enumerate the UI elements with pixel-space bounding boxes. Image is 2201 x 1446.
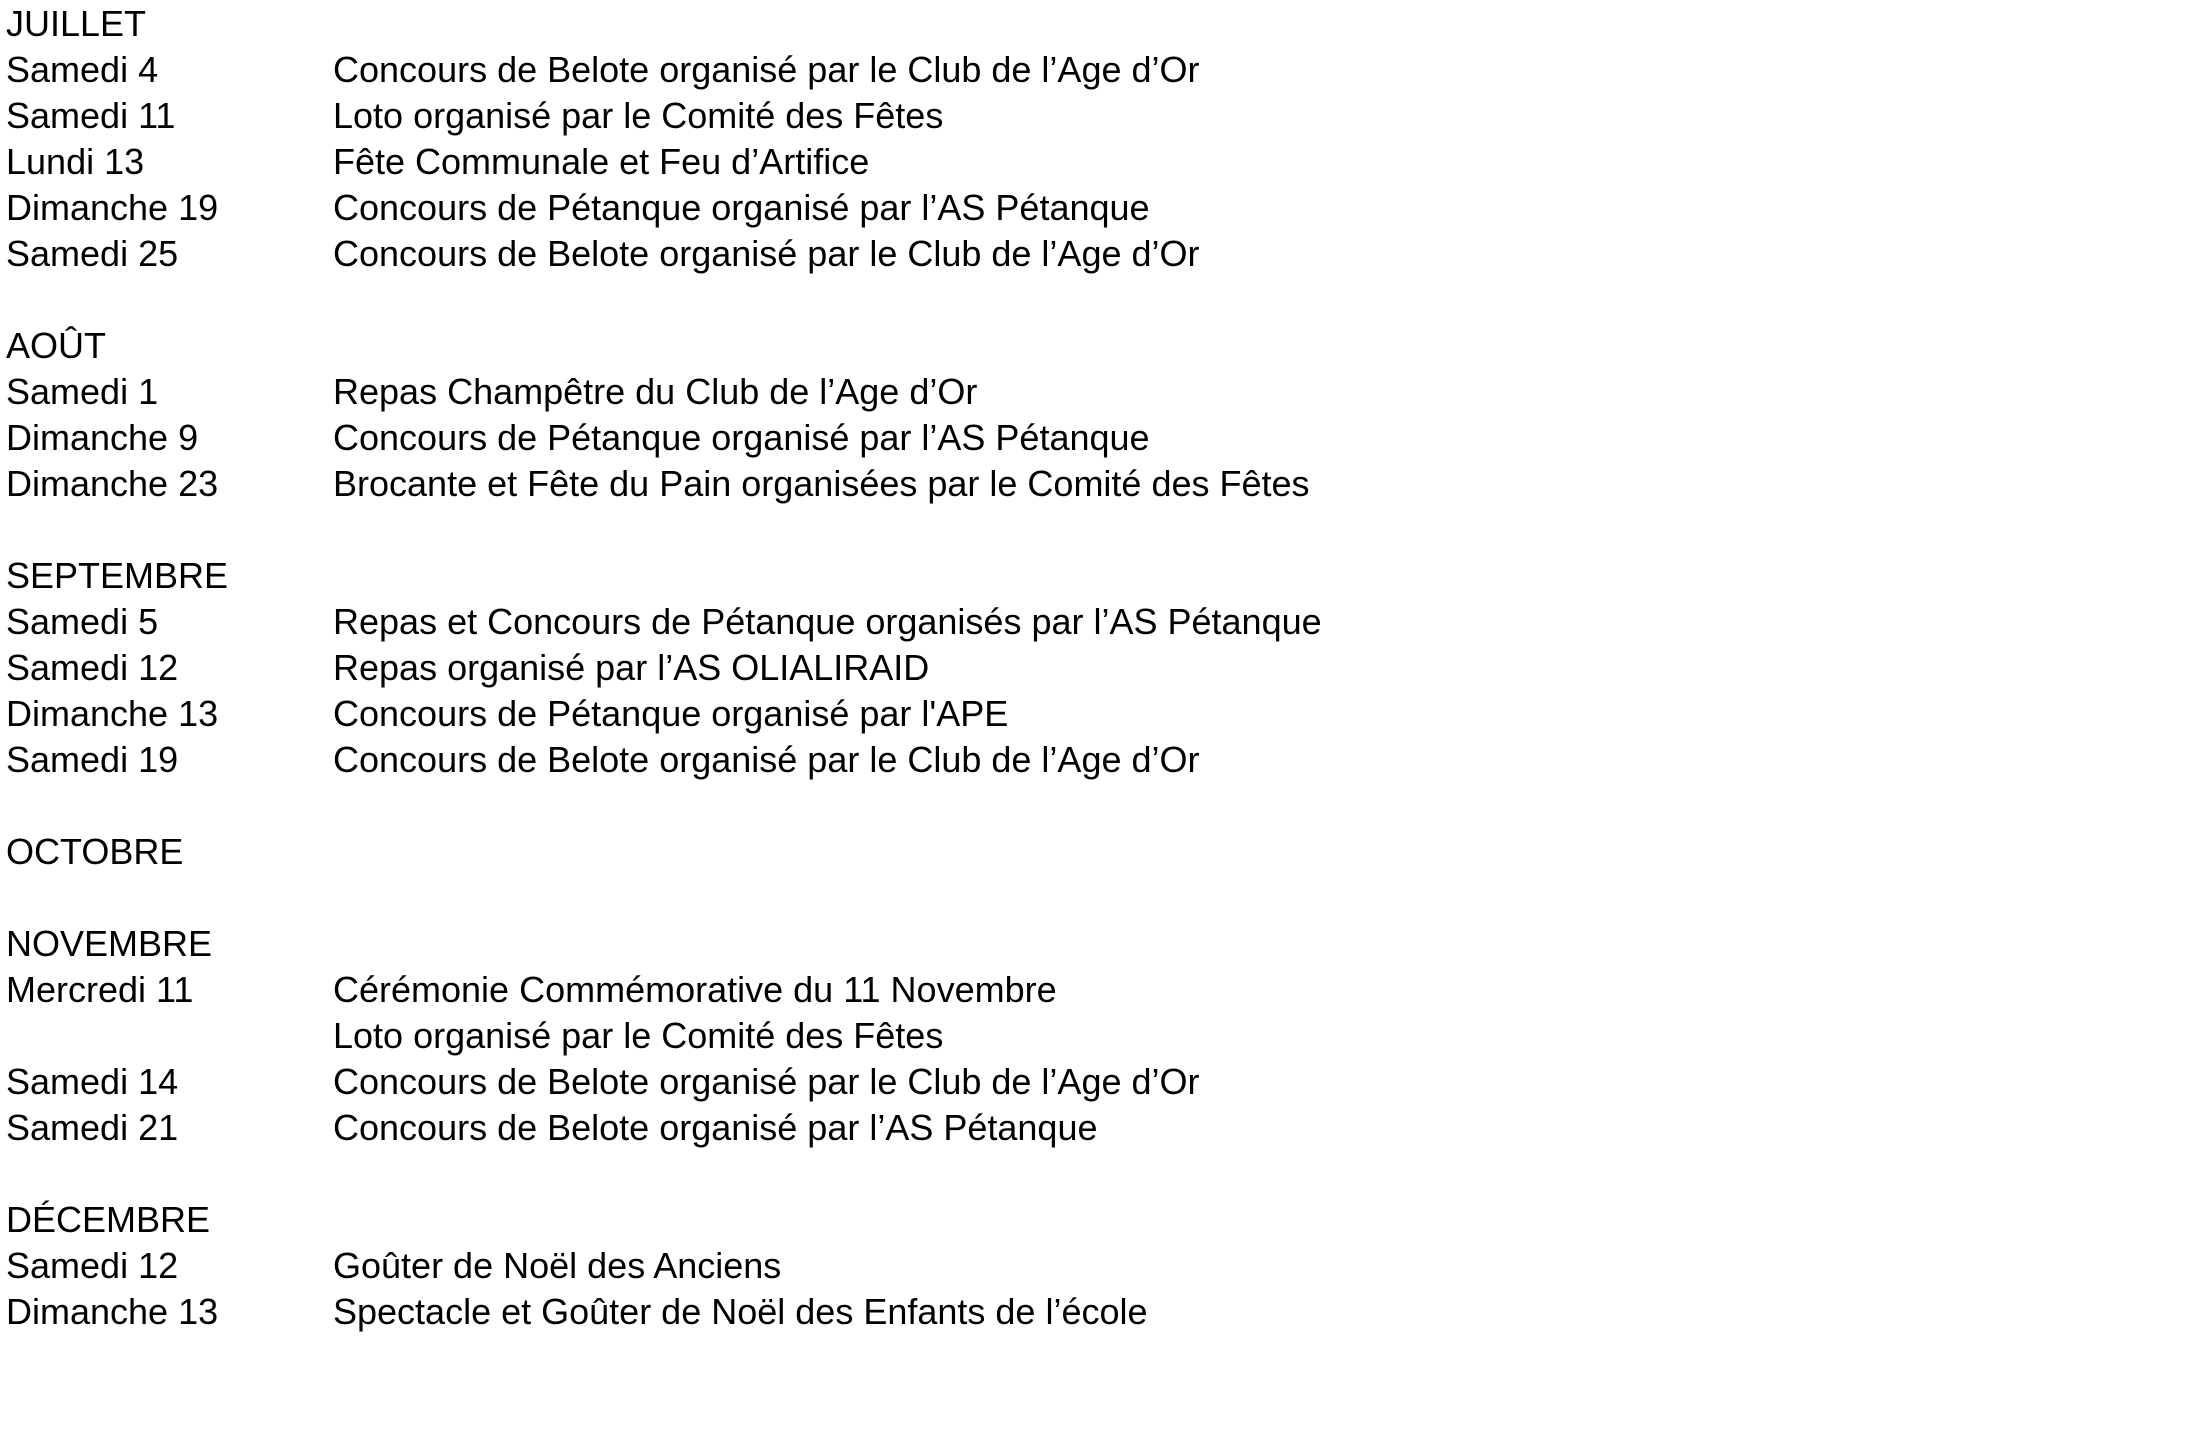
event-description: Repas Champêtre du Club de l’Age d’Or [333, 371, 978, 412]
event-description: Loto organisé par le Comité des Fêtes [333, 1015, 944, 1056]
event-row [0, 461, 2201, 507]
month-section-decembre [0, 1197, 2201, 1335]
event-row [0, 47, 2201, 93]
event-row [0, 691, 2201, 737]
event-description: Concours de Belote organisé par le Club de l’Age d’Or [333, 1061, 1200, 1102]
event-description: Concours de Pétanque organisé par l’AS Pétanque [333, 417, 1150, 458]
month-heading: JUILLET [6, 3, 147, 44]
event-description: Repas et Concours de Pétanque organisés par l’AS Pétanque [333, 601, 1322, 642]
event-description: Repas organisé par l’AS OLIALIRAID [333, 647, 930, 688]
events-calendar [0, 1, 2201, 1335]
event-row [0, 93, 2201, 139]
event-row [0, 369, 2201, 415]
event-row [0, 599, 2201, 645]
event-day: Samedi 19 [6, 739, 179, 780]
month-section-septembre [0, 553, 2201, 783]
event-day: Samedi 1 [6, 371, 159, 412]
event-description: Concours de Belote organisé par le Club de l’Age d’Or [333, 49, 1200, 90]
event-row [0, 1013, 2201, 1059]
event-day: Samedi 4 [6, 49, 159, 90]
event-day: Samedi 5 [6, 601, 159, 642]
event-description: Fête Communale et Feu d’Artifice [333, 141, 870, 182]
month-heading-row [0, 553, 2201, 599]
event-day: Samedi 12 [6, 647, 179, 688]
event-row [0, 231, 2201, 277]
event-row [0, 1243, 2201, 1289]
event-row [0, 967, 2201, 1013]
month-section-novembre [0, 921, 2201, 1151]
month-heading: OCTOBRE [6, 831, 184, 872]
month-section-octobre [0, 829, 2201, 875]
event-day: Samedi 11 [6, 95, 176, 136]
month-heading-row [0, 323, 2201, 369]
month-heading: NOVEMBRE [6, 923, 213, 964]
event-row [0, 645, 2201, 691]
event-row [0, 1059, 2201, 1105]
event-description: Spectacle et Goûter de Noël des Enfants de l’école [333, 1291, 1148, 1332]
month-heading: DÉCEMBRE [6, 1199, 211, 1240]
event-day: Lundi 13 [6, 141, 145, 182]
event-day: Samedi 14 [6, 1061, 179, 1102]
event-row [0, 1105, 2201, 1151]
event-row [0, 185, 2201, 231]
event-description: Concours de Belote organisé par le Club de l’Age d’Or [333, 233, 1200, 274]
event-day: Dimanche 13 [6, 693, 219, 734]
month-heading-row [0, 829, 2201, 875]
month-heading-row [0, 1, 2201, 47]
event-day: Dimanche 9 [6, 417, 199, 458]
event-day: Dimanche 23 [6, 463, 219, 504]
month-heading-row [0, 1197, 2201, 1243]
event-description: Concours de Pétanque organisé par l’AS Pétanque [333, 187, 1150, 228]
event-description: Concours de Belote organisé par le Club de l’Age d’Or [333, 739, 1200, 780]
event-row [0, 737, 2201, 783]
event-row [0, 1289, 2201, 1335]
month-section-juillet [0, 1, 2201, 277]
month-section-aout [0, 323, 2201, 507]
event-description: Loto organisé par le Comité des Fêtes [333, 95, 944, 136]
event-day: Samedi 25 [6, 233, 179, 274]
month-heading: SEPTEMBRE [6, 555, 229, 596]
event-row [0, 415, 2201, 461]
month-heading-row [0, 921, 2201, 967]
event-row [0, 139, 2201, 185]
event-day: Mercredi 11 [6, 969, 194, 1010]
event-description: Cérémonie Commémorative du 11 Novembre [333, 969, 1057, 1010]
event-description: Concours de Pétanque organisé par l'APE [333, 693, 1009, 734]
event-day: Samedi 21 [6, 1107, 179, 1148]
event-description: Goûter de Noël des Anciens [333, 1245, 782, 1286]
event-description: Concours de Belote organisé par l’AS Pétanque [333, 1107, 1098, 1148]
event-day: Dimanche 19 [6, 187, 219, 228]
event-day: Dimanche 13 [6, 1291, 219, 1332]
event-description: Brocante et Fête du Pain organisées par le Comité des Fêtes [333, 463, 1310, 504]
event-day: Samedi 12 [6, 1245, 179, 1286]
month-heading: AOÛT [6, 325, 107, 366]
